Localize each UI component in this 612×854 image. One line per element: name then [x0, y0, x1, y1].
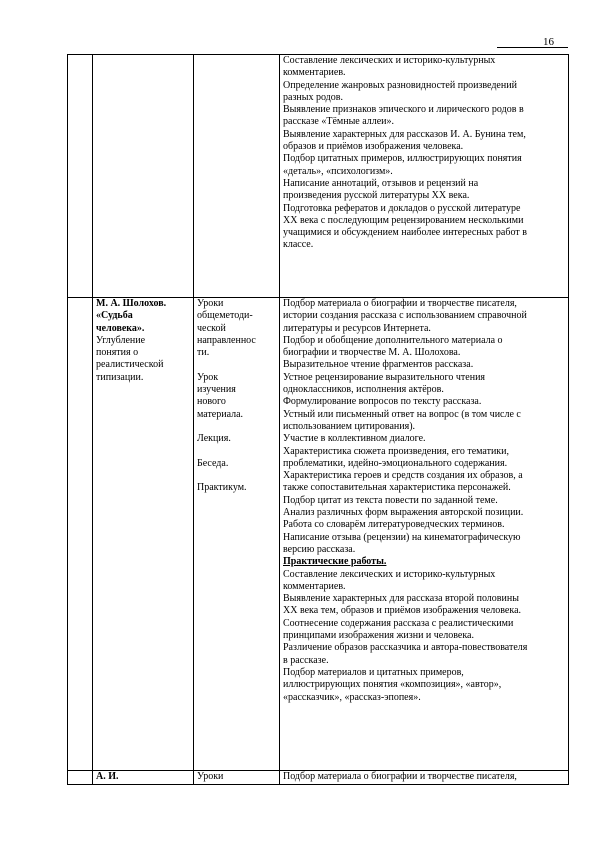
activity-line: Устное рецензирование выразительного чтения	[283, 371, 486, 383]
activity-line: Подбор материала о биографии и творчестве писателя,	[283, 298, 517, 309]
activity-line: Работа со словарём литературоведческих терминов.	[283, 519, 505, 531]
lesson-type-line: Беседа.	[197, 457, 229, 469]
activity-line: Определение жанровых разновидностей произведений	[283, 79, 517, 91]
activity-line: XX века тем, образов и приёмов изображения человека.	[283, 605, 522, 617]
activity-line: Подбор цитат из текста повести по заданной теме.	[283, 494, 498, 506]
topic-subtitle: понятия о	[96, 347, 139, 359]
activity-line: истории создания рассказа с использованием справочной	[283, 310, 527, 322]
activity-line: иллюстрирующих понятия «композиция», «автор»,	[283, 679, 502, 691]
lesson-type-cell	[194, 771, 280, 785]
activity-line: Написание отзыва (рецензии) на кинематографическую	[283, 531, 521, 543]
activity-line: версию рассказа.	[283, 543, 356, 555]
activity-line: «деталь», «психологизм».	[283, 165, 393, 177]
lesson-type-cell	[194, 55, 280, 298]
activity-line: Составление лексических и историко-культурных	[283, 568, 496, 580]
activity-line: Написание аннотаций, отзывов и рецензий на	[283, 177, 479, 189]
spacer	[197, 470, 277, 482]
topic-subtitle: реалистической	[96, 359, 164, 371]
topic-title: М. А. Шолохов.	[96, 298, 167, 309]
activity-line: биографии и творчестве М. А. Шолохова.	[283, 347, 461, 359]
lesson-type-line: ти.	[197, 347, 210, 359]
lesson-type-line: изучения	[197, 384, 236, 396]
lesson-type-line: Лекция.	[197, 433, 231, 445]
activity-line: Участие в коллективном диалоге.	[283, 433, 426, 445]
number-cell	[68, 298, 93, 771]
lesson-type-cell	[194, 298, 280, 771]
topic-cell	[93, 298, 194, 771]
spacer	[197, 421, 277, 433]
activity-line: Подбор материала о биографии и творчестве писателя,	[283, 771, 517, 782]
activity-line: Подбор и обобщение дополнительного материала о	[283, 334, 503, 346]
activity-line: в рассказе.	[283, 654, 329, 666]
activity-line: Соотнесение содержания рассказа с реалистическими	[283, 617, 514, 629]
activities-cell	[280, 298, 569, 771]
activity-line: Выявление характерных для рассказов И. А. Бунина тем,	[283, 128, 526, 140]
lesson-type-line: Уроки	[197, 771, 224, 782]
activity-line: проблематики, идейно-эмоционального содержания.	[283, 457, 508, 469]
lesson-type-line: нового	[197, 396, 226, 408]
lesson-type-line: материала.	[197, 408, 244, 420]
activity-line: комментариев.	[283, 67, 346, 79]
activity-line: принципами изображения жизни и человека.	[283, 630, 474, 642]
activities-cell	[280, 771, 569, 785]
page-number-rule	[497, 47, 568, 48]
activity-line: XX века с последующим рецензированием несколькими	[283, 214, 524, 226]
activity-line: Характеристика сюжета произведения, его тематики,	[283, 445, 510, 457]
activity-line: Выявление признаков эпического и лирического родов в	[283, 104, 524, 116]
lesson-type-line: общеметоди-	[197, 310, 253, 322]
lesson-type-line: ческой	[197, 322, 226, 334]
number-cell	[68, 771, 93, 785]
lesson-type-line: Практикум.	[197, 482, 247, 494]
activity-line: Выявление характерных для рассказа второй половины	[283, 593, 519, 605]
activity-line: Составление лексических и историко-культурных	[283, 55, 496, 66]
lesson-type-line: Урок	[197, 371, 219, 383]
activity-line: Подбор материалов и цитатных примеров,	[283, 666, 464, 678]
page-number: 16	[543, 36, 554, 48]
lesson-type-line: направленнос	[197, 334, 256, 346]
table-row	[68, 55, 569, 298]
spacer	[197, 446, 277, 458]
spacer	[197, 359, 277, 371]
activity-line: рассказе «Тёмные аллеи».	[283, 116, 395, 128]
activity-line: Анализ различных форм выражения авторской позиции.	[283, 507, 524, 519]
activity-line: Различение образов рассказчика и автора-повествователя	[283, 642, 528, 654]
number-cell	[68, 55, 93, 298]
activity-line: Выразительное чтение фрагментов рассказа.	[283, 359, 474, 371]
activity-line: Устный или письменный ответ на вопрос (в том числе с	[283, 408, 521, 420]
activity-line: одноклассников, исполнения актёров.	[283, 384, 444, 396]
topic-title: человека».	[96, 322, 145, 334]
activity-line: также сопоставительная характеристика персонажей.	[283, 482, 511, 494]
activity-line: использованием цитирования).	[283, 420, 416, 432]
topic-title: А. И.	[96, 771, 119, 782]
activities-cell	[280, 55, 569, 298]
topic-subtitle: типизации.	[96, 371, 144, 383]
activity-line: произведения русской литературы XX века.	[283, 190, 470, 202]
activity-line: учащимися и обсуждением наиболее интересных работ в	[283, 227, 527, 239]
activity-line: Подготовка рефератов и докладов о русской литературе	[283, 202, 521, 214]
activity-line: разных родов.	[283, 91, 343, 103]
topic-cell	[93, 771, 194, 785]
activity-line: классе.	[283, 239, 314, 251]
table-row	[68, 771, 569, 785]
topic-title: «Судьба	[96, 310, 133, 322]
activity-line: Характеристика героев и средств создания их образов, а	[283, 470, 523, 482]
lesson-table	[67, 54, 569, 785]
practical-works-heading: Практические работы.	[283, 556, 387, 568]
topic-cell	[93, 55, 194, 298]
table-row	[68, 298, 569, 771]
activity-line: Подбор цитатных примеров, иллюстрирующих понятия	[283, 153, 522, 165]
lesson-type-line: Уроки	[197, 298, 224, 309]
topic-subtitle: Углубление	[96, 334, 146, 346]
activity-line: «рассказчик», «рассказ-эпопея».	[283, 691, 421, 703]
activity-line: комментариев.	[283, 580, 346, 592]
activity-line: Формулирование вопросов по тексту рассказа.	[283, 396, 482, 408]
activity-line: литературы и ресурсов Интернета.	[283, 322, 431, 334]
activity-line: образов и приёмов изображения человека.	[283, 141, 464, 153]
